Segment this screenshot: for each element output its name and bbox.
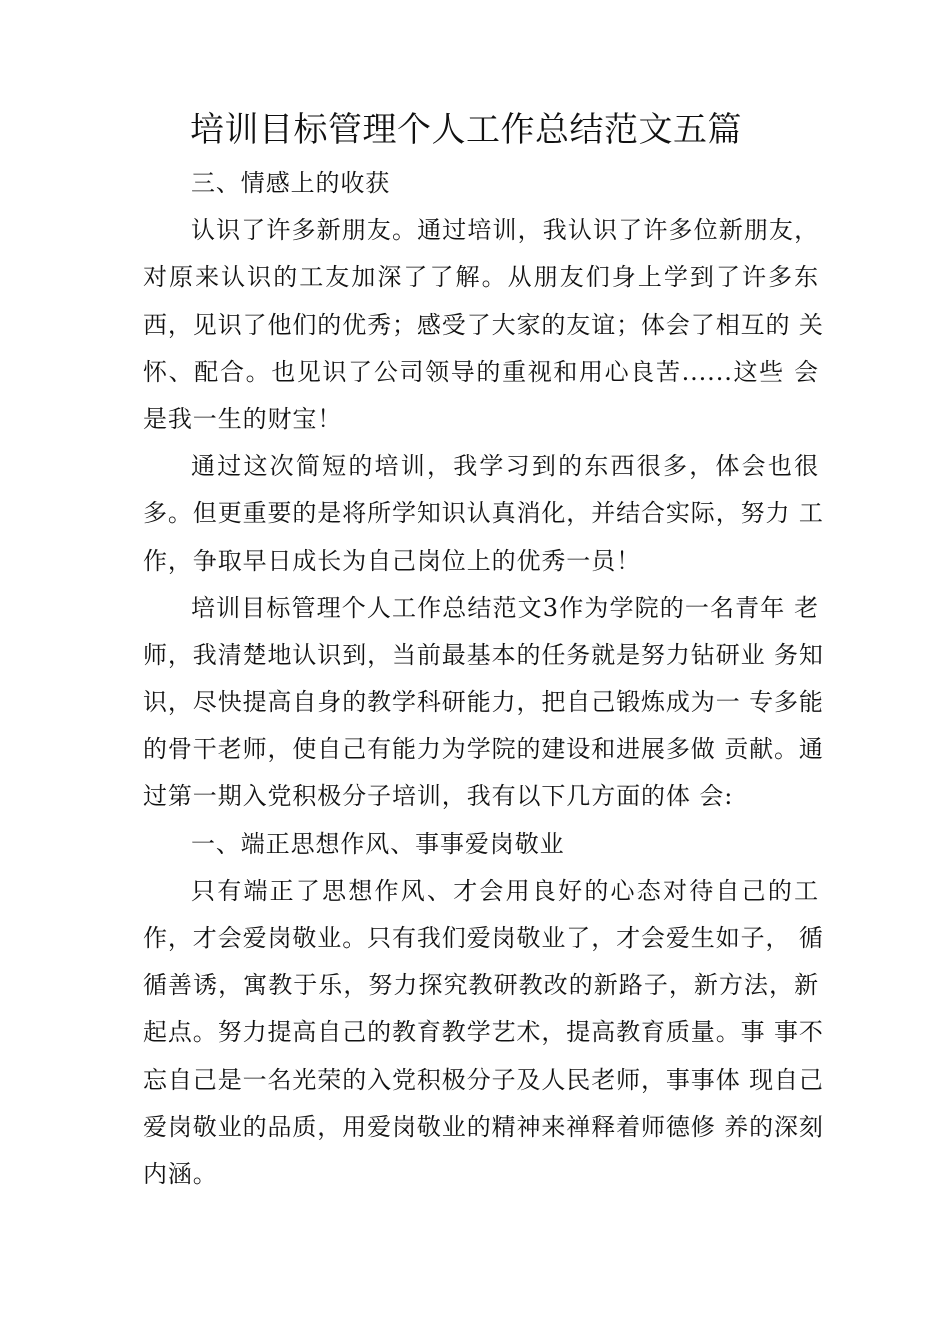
- paragraph-line: 多。但更重要的是将所学知识认真消化，并结合实际，努力 工: [143, 499, 824, 528]
- paragraph-line: 起点。努力提高自己的教育教学艺术，提高教育质量。事 事不: [143, 1018, 824, 1047]
- section-heading: 一、端正思想作风、事事爱岗敬业: [191, 829, 565, 858]
- paragraph-line: 忘自己是一名光荣的入党积极分子及人民老师，事事体 现自己: [143, 1065, 824, 1094]
- paragraph-line: 培训目标管理个人工作总结范文3作为学院的一名青年 老: [191, 593, 819, 622]
- paragraph-line: 识，尽快提高自身的教学科研能力，把自己锻炼成为一 专多能: [143, 688, 824, 717]
- paragraph-line: 西，见识了他们的优秀；感受了大家的友谊；体会了相互的 关: [143, 310, 824, 339]
- paragraph-line: 认识了许多新朋友。通过培训，我认识了许多位新朋友，: [191, 216, 819, 245]
- paragraph-line: 对原来认识的工友加深了了解。从朋友们身上学到了许多东: [143, 263, 819, 292]
- paragraph-line: 过第一期入党积极分子培训，我有以下几方面的体 会:: [143, 782, 734, 811]
- paragraph-line: 只有端正了思想作风、才会用良好的心态对待自己的工: [191, 876, 819, 905]
- paragraph-line: 的骨干老师，使自己有能力为学院的建设和进展多做 贡献。通: [143, 735, 824, 764]
- paragraph-line: 怀、配合。也见识了公司领导的重视和用心良苦......这些 会: [143, 357, 819, 386]
- section-heading: 三、情感上的收获: [191, 169, 391, 197]
- paragraph-line: 师，我清楚地认识到，当前最基本的任务就是努力钻研业 务知: [143, 640, 824, 669]
- paragraph-line: 通过这次简短的培训，我学习到的东西很多，体会也很: [191, 452, 819, 481]
- document-body: [143, 160, 824, 1198]
- paragraph-line: 循善诱，寓教于乐，努力探究教研教改的新路子，新方法，新: [143, 971, 819, 1000]
- paragraph-line: 是我一生的财宝！: [143, 404, 343, 433]
- paragraph-line: 作，才会爱岗敬业。只有我们爱岗敬业了，才会爱生如子， 循: [143, 924, 824, 952]
- paragraph-line: 爱岗敬业的品质，用爱岗敬业的精神来禅释着师德修 养的深刻: [143, 1112, 824, 1141]
- document-title: 培训目标管理个人工作总结范文五篇: [190, 110, 742, 150]
- paragraph-line: 作，争取早日成长为自己岗位上的优秀一员！: [143, 546, 641, 575]
- paragraph-line: 内涵。: [143, 1159, 218, 1188]
